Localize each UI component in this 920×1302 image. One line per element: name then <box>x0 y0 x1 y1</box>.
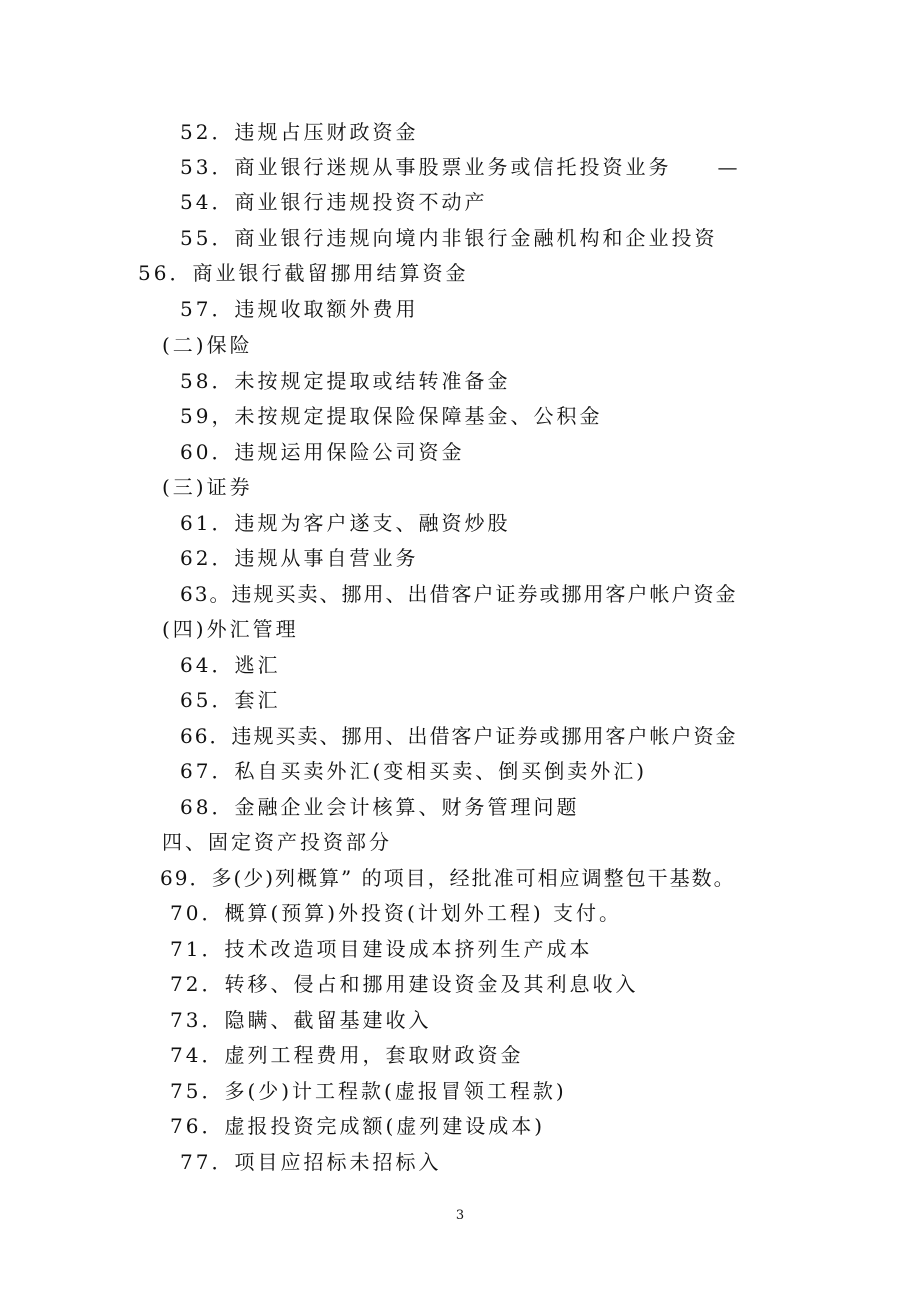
list-item: 65．套汇 <box>180 688 281 712</box>
list-item: 56．商业银行截留挪用结算资金 <box>138 261 469 285</box>
list-item: 62．违规从事自营业务 <box>180 546 419 570</box>
list-item: 72．转移、侵占和挪用建设资金及其利息收入 <box>170 972 639 996</box>
list-item: 57．违规收取额外费用 <box>180 297 419 321</box>
list-item: 53．商业银行迷规从事股票业务或信托投资业务 — <box>180 155 741 179</box>
list-item: 75．多(少)计工程款(虚报冒领工程款) <box>170 1079 567 1103</box>
list-item: 69．多(少)列概算” 的项目，经批准可相应调整包干基数。 <box>160 866 736 890</box>
list-item: 73．隐瞒、截留基建收入 <box>170 1008 432 1032</box>
list-item: 77．项目应招标未招标入 <box>180 1150 442 1174</box>
page-number: 3 <box>455 1208 465 1223</box>
list-item: 70．概算(预算)外投资(计划外工程) 支付。 <box>170 901 623 925</box>
list-item: 66．违规买卖、挪用、出借客户证券或挪用客户帐户资金 <box>180 724 738 748</box>
list-item: 64．逃汇 <box>180 653 281 677</box>
section-heading: 四、固定资产投资部分 <box>162 830 392 854</box>
list-item: 52．违规占压财政资金 <box>180 120 419 144</box>
list-item: 59，未按规定提取保险保障基金、公积金 <box>180 404 603 428</box>
list-item: 60．违规运用保险公司资金 <box>180 440 465 464</box>
list-item: 63。违规买卖、挪用、出借客户证券或挪用客户帐户资金 <box>180 582 738 606</box>
list-item: 55．商业银行违规向境内非银行金融机构和企业投资 <box>180 226 718 250</box>
list-item: 71．技术改造项目建设成本挤列生产成本 <box>170 937 593 961</box>
list-item: 76．虚报投资完成额(虚列建设成本) <box>170 1114 546 1138</box>
section-heading: (二)保险 <box>162 333 253 357</box>
list-item: 74．虚列工程费用，套取财政资金 <box>170 1043 524 1067</box>
section-heading: (三)证券 <box>162 475 253 499</box>
list-item: 68．金融企业会计核算、财务管理问题 <box>180 795 580 819</box>
list-item: 54．商业银行违规投资不动产 <box>180 190 488 214</box>
list-item: 58．未按规定提取或结转准备金 <box>180 369 511 393</box>
list-item: 61．违规为客户遂支、融资炒股 <box>180 511 511 535</box>
list-item: 67．私自买卖外汇(变相买卖、倒买倒卖外汇) <box>180 759 648 783</box>
section-heading: (四)外汇管理 <box>162 617 299 641</box>
